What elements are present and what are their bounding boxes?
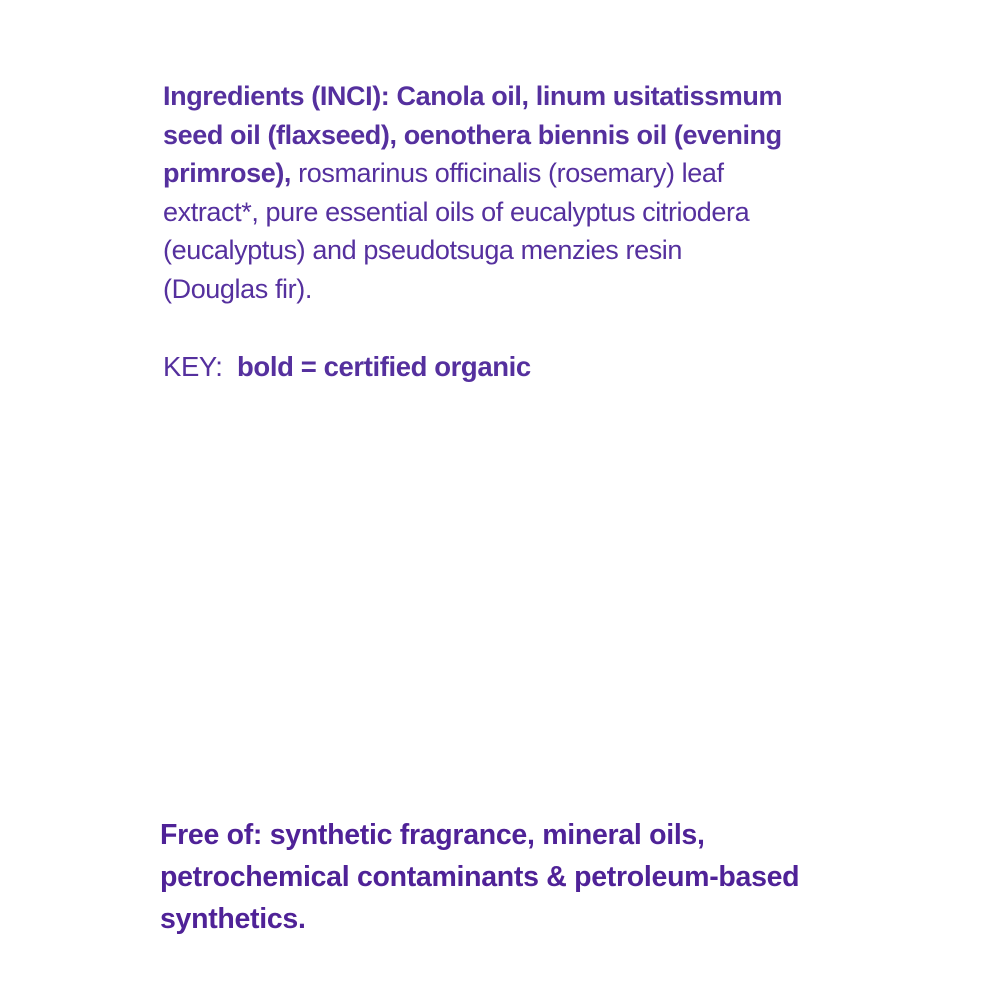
ingredients-text-bold: Ingredients (INCI): Canola oil, linum usitatissmum: [163, 81, 783, 111]
ingredients-text-bold: primrose),: [163, 158, 292, 189]
key-value: bold = certified organic: [237, 351, 531, 382]
ingredients-line: [163, 193, 883, 232]
free-of-line: petrochemical contaminants & petroleum-based: [160, 861, 800, 893]
free-of-line: synthetics.: [160, 903, 306, 935]
key-label: KEY:: [163, 351, 238, 382]
ingredients-line: [163, 154, 883, 193]
ingredients-text-regular: (eucalyptus) and pseudotsuga menzies resin: [163, 235, 683, 266]
ingredients-text-regular: rosmarinus officinalis (rosemary) leaf: [291, 158, 724, 189]
free-of-line: Free of: synthetic fragrance, mineral oils,: [160, 819, 705, 851]
ingredients-line: [163, 116, 883, 155]
ingredients-line: [163, 231, 883, 270]
ingredients-text-regular: extract*, pure essential oils of eucalyptus citriodera: [163, 196, 750, 227]
key-line: [163, 348, 531, 386]
free-of-paragraph: [160, 814, 900, 940]
ingredients-paragraph: [163, 77, 883, 309]
ingredients-line: [163, 270, 883, 309]
ingredients-text-regular: (Douglas fir).: [163, 273, 312, 304]
ingredients-line: [163, 77, 883, 116]
ingredients-text-bold: seed oil (flaxseed), oenothera biennis oil (evening: [163, 119, 782, 150]
